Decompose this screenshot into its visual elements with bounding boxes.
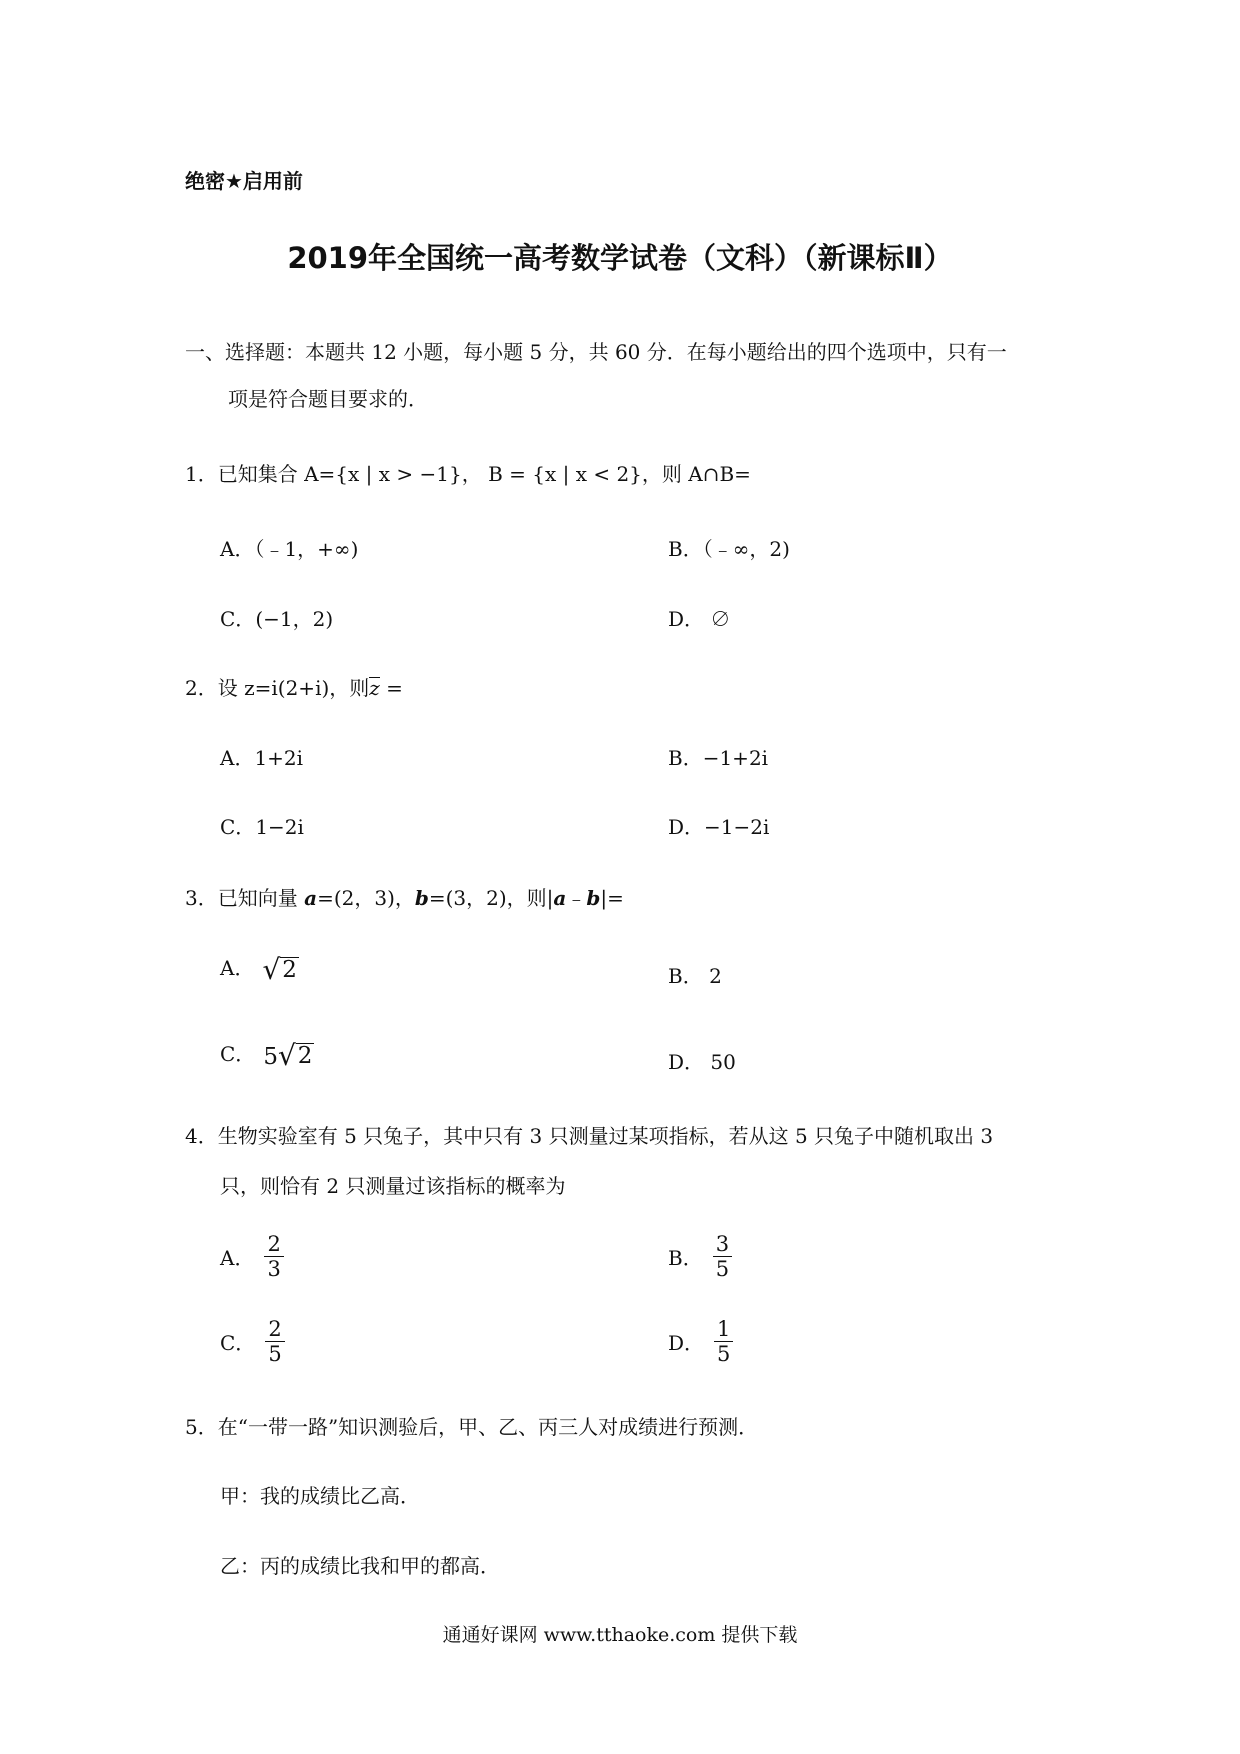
question-2: 2．设 z=i(2+i)，则z =	[185, 676, 403, 700]
question-4-line2: 只，则恰有 2 只测量过该指标的概率为	[220, 1174, 566, 1198]
q4-option-c: C． $\frac{2}{5}$	[220, 1317, 285, 1366]
question-4-line1: 4．生物实验室有 5 只兔子，其中只有 3 只测量过某项指标，若从这 5 只兔子中随机取出 3	[185, 1124, 994, 1148]
question-1	[185, 458, 751, 487]
footer-source: 通通好课网 www.tthaoke.com 提供下载	[442, 1624, 798, 1646]
q2-option-b: B．−1+2i	[668, 746, 769, 770]
section-instructions-line1: 一、选择题：本题共 12 小题，每小题 5 分，共 60 分．在每小题给出的四个选项中，只有一	[185, 340, 1007, 364]
sqrt-expression: 5 √ 2	[263, 1038, 313, 1072]
sqrt-expression: √ 2	[262, 952, 297, 986]
q2-option-c: C．1−2i	[220, 815, 304, 839]
q3-option-d: D． 50	[668, 1050, 736, 1074]
question-number: 1．	[185, 462, 218, 486]
q2-option-d: D．−1−2i	[668, 815, 770, 839]
fraction: $\frac{1}{5}$	[714, 1317, 733, 1366]
statement-yi: 乙：丙的成绩比我和甲的都高．	[220, 1554, 500, 1578]
question-3: 3．已知向量 a=(2，3)，b=(3，2)，则|a﹣b|=	[185, 886, 624, 910]
q3-option-b: B． 2	[668, 964, 722, 988]
q1-option-a: A．（﹣1，+∞)	[220, 537, 359, 561]
conjugate-z: z	[369, 676, 380, 700]
q1-option-d: D． ∅	[668, 607, 731, 631]
question-number: 2．	[185, 676, 218, 700]
fraction: $\frac{2}{3}$	[264, 1232, 283, 1281]
question-number: 3．	[185, 886, 218, 910]
q3-option-c: C． 5 √ 2	[220, 1038, 313, 1072]
q4-option-b: B． $\frac{3}{5}$	[668, 1232, 732, 1281]
question-stem: 设 z=i(2+i)，则	[217, 676, 370, 700]
fraction: $\frac{2}{5}$	[265, 1317, 284, 1366]
q1-option-c: C．(−1，2)	[220, 607, 334, 631]
q1-option-b: B．（﹣∞，2)	[668, 537, 790, 561]
q3-option-a: A． √ 2	[220, 952, 297, 986]
section-instructions-line2: 项是符合题目要求的．	[228, 387, 428, 411]
confidential-mark: 绝密★启用前	[185, 169, 303, 193]
fraction: $\frac{3}{5}$	[713, 1232, 732, 1281]
q2-option-a: A．1+2i	[220, 746, 304, 770]
question-number: 4．	[185, 1124, 218, 1148]
question-5: 5．在“一带一路”知识测验后，甲、乙、丙三人对成绩进行预测．	[185, 1415, 759, 1439]
statement-jia: 甲：我的成绩比乙高．	[220, 1484, 420, 1508]
question-number: 5．	[185, 1415, 218, 1439]
exam-title: 2019年全国统一高考数学试卷（文科）（新课标Ⅱ）	[287, 241, 953, 275]
q4-option-a: A． $\frac{2}{3}$	[220, 1232, 284, 1281]
q4-option-d: D． $\frac{1}{5}$	[668, 1317, 733, 1366]
question-stem: 已知集合 A={x | x > −1}， B = {x | x < 2}，则 A∩B=	[217, 462, 751, 486]
